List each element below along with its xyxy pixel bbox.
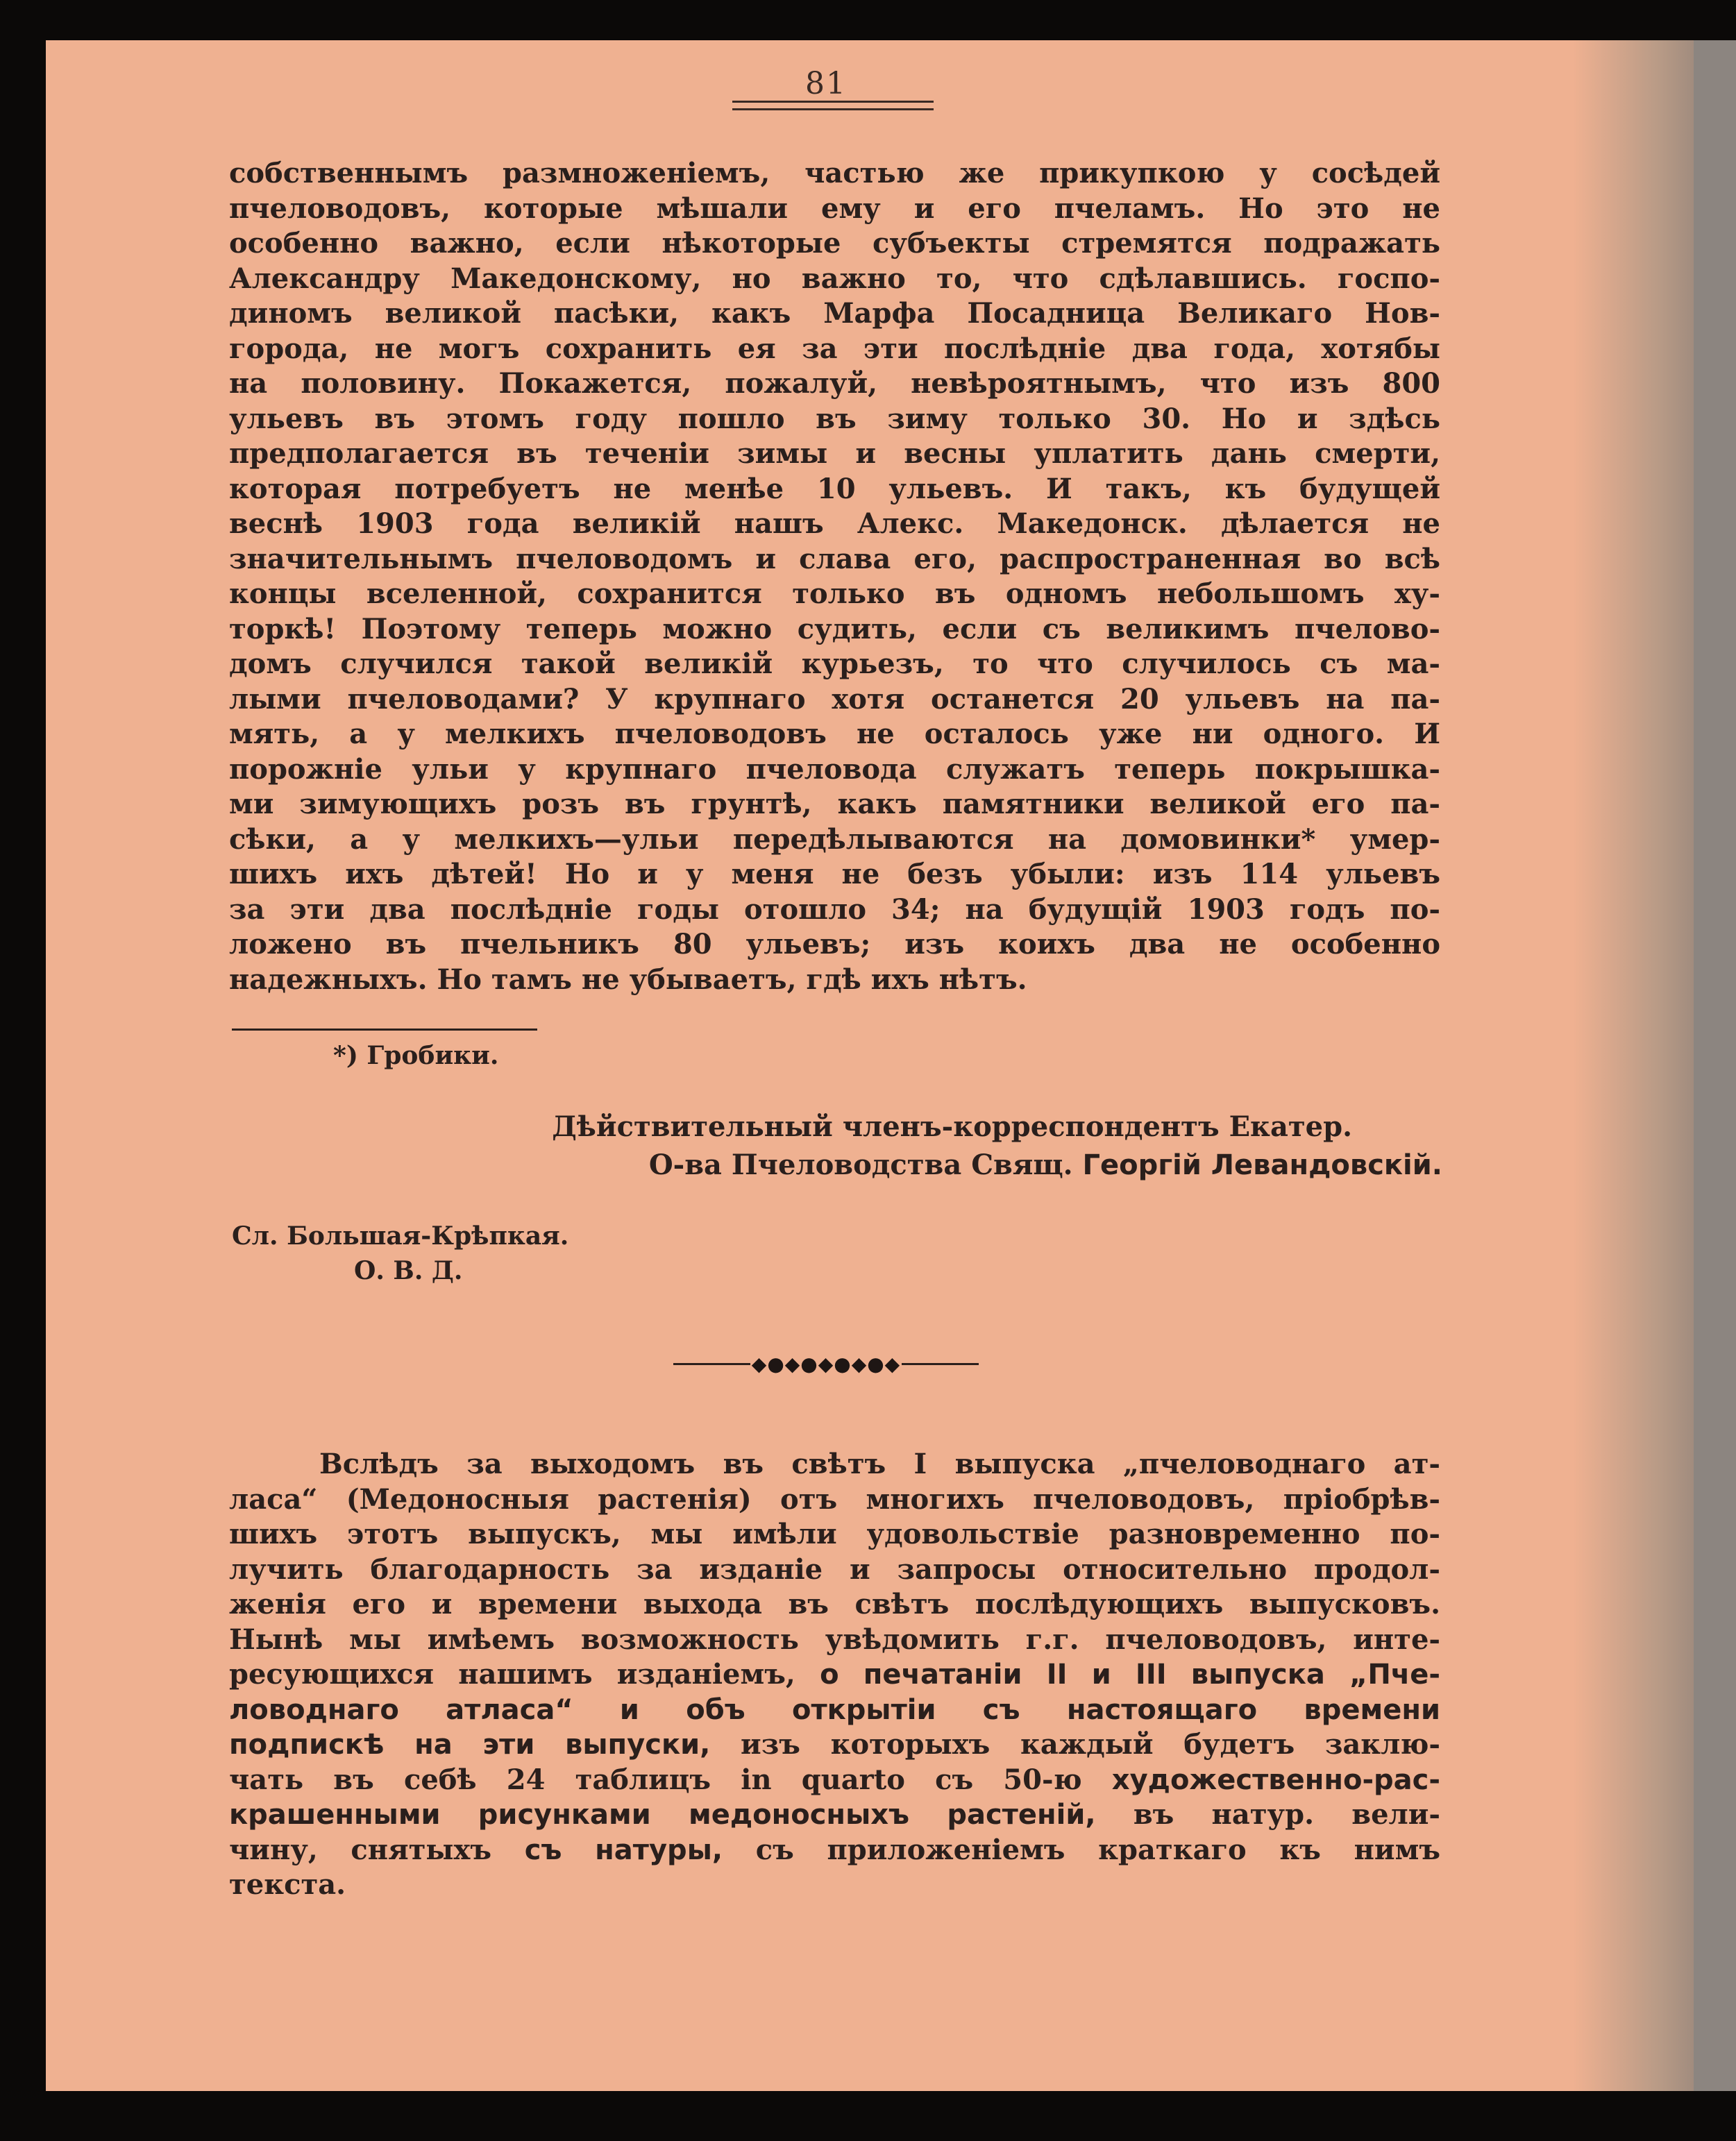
text-line bbox=[229, 1693, 1440, 1728]
text-line: лучить благодарность за изданіе и запросы относительно продол- bbox=[229, 1552, 1440, 1586]
text-line: ульевъ въ этомъ году пошло въ зиму только 30. Но и здѣсь bbox=[229, 402, 1440, 435]
text-run: съ приложеніемъ краткаго къ нимъ bbox=[723, 1833, 1440, 1866]
text-line: сѣки, а у мелкихъ—ульи передѣлываются на домовинки* умер- bbox=[229, 822, 1440, 856]
text-line: предполагается въ теченіи зимы и весны уплатить дань смерти, bbox=[229, 437, 1440, 470]
text-line: на половину. Покажется, пожалуй, невѣроятнымъ, что изъ 800 bbox=[229, 367, 1440, 400]
place-abbrev: О. В. Д. bbox=[354, 1256, 463, 1285]
emphasis-run: подпискѣ на эти выпуски, bbox=[229, 1729, 711, 1761]
text-run: чать въ себѣ 24 таблицъ in quarto съ 50-ю bbox=[229, 1763, 1112, 1796]
text-line: Александру Македонскому, но важно то, что сдѣлавшись. госпо- bbox=[229, 262, 1440, 295]
text-line: шихъ этотъ выпускъ, мы имѣли удовольствіе разновременно по- bbox=[229, 1518, 1440, 1550]
header-double-rule bbox=[732, 101, 934, 110]
text-line: веснѣ 1903 года великій нашъ Алекс. Македонск. дѣлается не bbox=[229, 507, 1440, 540]
section-ornament bbox=[673, 1353, 979, 1374]
text-line: лыми пчеловодами? У крупнаго хотя останется 20 ульевъ на па- bbox=[229, 682, 1440, 716]
text-run: ресующихся нашимъ изданіемъ, bbox=[229, 1658, 820, 1691]
emphasis-run: художественно-рас- bbox=[1111, 1763, 1440, 1796]
place-name: Сл. Большая-Крѣпкая. bbox=[232, 1221, 569, 1251]
text-line: шихъ ихъ дѣтей! Но и у меня не безъ убыли: изъ 114 ульевъ bbox=[229, 858, 1440, 890]
text-line: порожніе ульи у крупнаго пчеловода служатъ теперь покрышка- bbox=[229, 752, 1440, 786]
emphasis-run: съ натуры, bbox=[524, 1834, 723, 1866]
text-run: изъ которыхъ каждый будетъ заклю- bbox=[710, 1728, 1440, 1761]
text-run: въ натур. вели- bbox=[1095, 1798, 1440, 1831]
text-line: значительнымъ пчеловодомъ и слава его, распространенная во всѣ bbox=[229, 542, 1440, 575]
text-line: Вслѣдъ за выходомъ въ свѣтъ I выпуска „пчеловоднаго ат- bbox=[319, 1448, 1440, 1480]
signature-society: О-ва Пчеловодства Свящ. bbox=[648, 1149, 1073, 1181]
text-line bbox=[229, 1763, 1440, 1798]
ornament-line-right bbox=[902, 1363, 979, 1365]
page-number: 81 bbox=[805, 66, 847, 101]
text-line: пчеловодовъ, которые мѣшали ему и его пчеламъ. Но это не bbox=[229, 192, 1440, 225]
signature-title: Дѣйствительный членъ-корреспондентъ Екатер. bbox=[552, 1110, 1352, 1143]
text-line: ложено въ пчельникъ 80 ульевъ; изъ коихъ два не особенно bbox=[229, 928, 1440, 961]
page-header bbox=[0, 66, 1652, 101]
main-paragraph bbox=[229, 156, 1440, 997]
text-line: ми зимующихъ розъ въ грунтѣ, какъ памятники великой его па- bbox=[229, 788, 1440, 820]
page-edge bbox=[1694, 40, 1736, 2091]
text-line: женія его и времени выхода въ свѣтъ послѣдующихъ выпусковъ. bbox=[229, 1588, 1440, 1620]
text-line: текста. bbox=[229, 1868, 346, 1901]
signature-name bbox=[229, 1149, 1442, 1181]
text-run: чину, снятыхъ bbox=[229, 1833, 525, 1866]
text-line: собственнымъ размноженіемъ, частью же прикупкою у сосѣдей bbox=[229, 157, 1440, 189]
text-line: города, не могъ сохранить ея за эти послѣдніе два года, хотябы bbox=[229, 332, 1440, 365]
text-line: надежныхъ. Но тамъ не убываетъ, гдѣ ихъ нѣтъ. bbox=[229, 963, 1027, 996]
text-line bbox=[229, 1657, 1440, 1693]
ornament-dots: ◆●◆●◆●◆●◆ bbox=[751, 1352, 901, 1376]
text-line: которая потребуетъ не менѣе 10 ульевъ. И такъ, къ будущей bbox=[229, 472, 1440, 505]
text-line bbox=[229, 1833, 1440, 1868]
text-line: ласа“ (Медоносныя растенія) отъ многихъ пчеловодовъ, пріобрѣв- bbox=[229, 1482, 1440, 1516]
footnote-rule bbox=[232, 1029, 537, 1031]
text-line: торкѣ! Поэтому теперь можно судить, если съ великимъ пчеловo- bbox=[229, 612, 1440, 645]
emphasis-run: о печатаніи II и III выпуска „Пче- bbox=[820, 1659, 1440, 1691]
footnote: *) Гробики. bbox=[333, 1041, 499, 1070]
text-line: особенно важно, если нѣкоторые субъекты стремятся подражать bbox=[229, 227, 1440, 260]
emphasis-run: ловоднаго атласа“ и объ открытіи съ настоящаго времени bbox=[229, 1693, 1440, 1726]
text-line: Нынѣ мы имѣемъ возможность увѣдомить г.г. пчеловодовъ, инте- bbox=[229, 1623, 1440, 1656]
text-line: мять, а у мелкихъ пчеловодовъ не осталось уже ни одного. И bbox=[229, 718, 1440, 750]
text-line: домъ случился такой великій курьезъ, то что случилось съ ма- bbox=[229, 648, 1440, 680]
announcement-paragraph bbox=[229, 1447, 1440, 1903]
text-line bbox=[229, 1727, 1440, 1763]
ornament-line-left bbox=[673, 1363, 750, 1365]
signature-author: Георгій Левандовскій. bbox=[1082, 1149, 1442, 1181]
emphasis-run: крашенными рисунками медоносныхъ растеній, bbox=[229, 1799, 1096, 1831]
text-line: диномъ великой пасѣки, какъ Марфа Посадница Великаго Нов- bbox=[229, 297, 1440, 330]
text-line: за эти два послѣдніе годы отошло 34; на будущій 1903 годъ по- bbox=[229, 892, 1440, 926]
text-line bbox=[229, 1797, 1440, 1833]
text-line: концы вселенной, сохранится только въ одномъ небольшомъ ху- bbox=[229, 577, 1440, 610]
